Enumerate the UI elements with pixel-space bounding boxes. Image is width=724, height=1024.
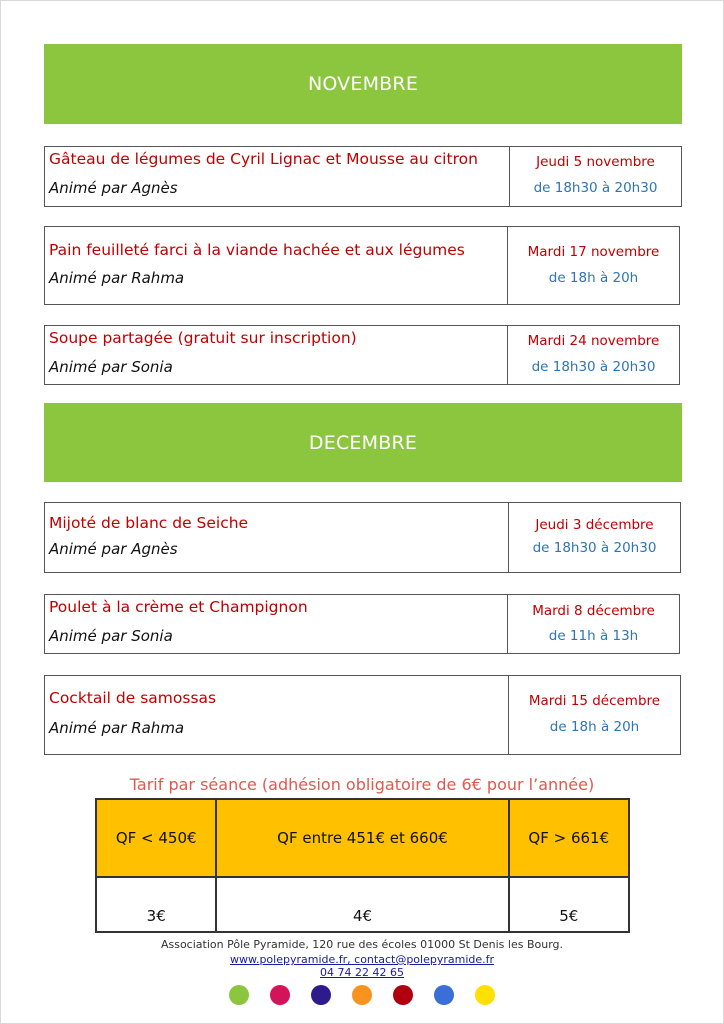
event-day: Jeudi 3 décembre [535,517,654,533]
event-schedule [509,503,680,572]
event-row [44,226,680,305]
tarif-value-cell: 5€ [509,877,629,932]
event-schedule [509,676,680,754]
tarif-header-row [96,799,629,877]
tarif-header-cell: QF > 661€ [509,799,629,877]
event-row [44,146,682,207]
event-row [44,675,681,755]
dot-green [229,985,249,1005]
tarif-value-cell: 3€ [96,877,216,932]
tarif-header-cell: QF < 450€ [96,799,216,877]
event-time: de 18h à 20h [548,270,639,286]
link-separator: , [347,953,355,966]
event-host: Animé par Agnès [49,540,178,558]
website-link[interactable]: www.polepyramide.fr [229,953,348,966]
month-title: DECEMBRE [308,431,418,454]
month-banner-december [44,403,682,482]
event-description [45,503,509,572]
footer-address: Association Pôle Pyramide, 120 rue des écoles 01000 St Denis les Bourg. [160,938,564,951]
event-title: Mijoté de blanc de Seiche [49,514,249,532]
event-description [45,227,508,304]
event-time: de 18h30 à 20h30 [532,540,657,556]
dot-blue [434,985,454,1005]
event-host: Animé par Rahma [49,719,185,737]
footer-links [0,953,724,966]
dot-red [393,985,413,1005]
event-host: Animé par Agnès [49,179,178,197]
event-day: Mardi 17 novembre [527,244,660,260]
month-banner-november [44,44,682,124]
event-row [44,502,681,573]
event-title: Poulet à la crème et Champignon [49,598,308,616]
event-day: Mardi 24 novembre [527,333,660,349]
dot-yellow [475,985,495,1005]
tarif-table [95,798,630,933]
event-time: de 18h30 à 20h30 [533,180,658,196]
event-day: Mardi 8 décembre [532,603,655,619]
event-day: Jeudi 5 novembre [536,154,655,170]
event-description [45,326,508,384]
event-schedule [508,227,679,304]
phone-link[interactable]: 04 74 22 42 65 [320,966,404,979]
tarif-header-cell: QF entre 451€ et 660€ [216,799,508,877]
event-row [44,594,680,654]
event-description [45,147,510,206]
event-time: de 11h à 13h [548,628,639,644]
event-time: de 18h30 à 20h30 [531,359,656,375]
event-title: Soupe partagée (gratuit sur inscription) [49,329,357,347]
tarif-value-cell: 4€ [216,877,508,932]
event-description [45,595,508,653]
event-host: Animé par Sonia [49,627,173,645]
event-host: Animé par Rahma [49,269,185,287]
event-description [45,676,509,754]
event-row [44,325,680,385]
dot-magenta [270,985,290,1005]
decorative-dots [229,985,516,1005]
tarif-values-row [96,877,629,932]
month-title: NOVEMBRE [307,73,419,95]
event-schedule [508,595,679,653]
event-title: Pain feuilleté farci à la viande hachée et aux légumes [49,241,465,259]
event-time: de 18h à 20h [549,719,640,735]
event-title: Gâteau de légumes de Cyril Lignac et Mousse au citron [49,150,478,168]
event-day: Mardi 15 décembre [528,693,661,709]
dot-indigo [311,985,331,1005]
event-schedule [508,326,679,384]
dot-orange [352,985,372,1005]
event-schedule [510,147,681,206]
event-host: Animé par Sonia [49,358,173,376]
tarif-title: Tarif par séance (adhésion obligatoire de 6€ pour l’année) [129,775,595,794]
event-title: Cocktail de samossas [49,689,217,707]
email-link[interactable]: contact@polepyramide.fr [354,953,495,966]
